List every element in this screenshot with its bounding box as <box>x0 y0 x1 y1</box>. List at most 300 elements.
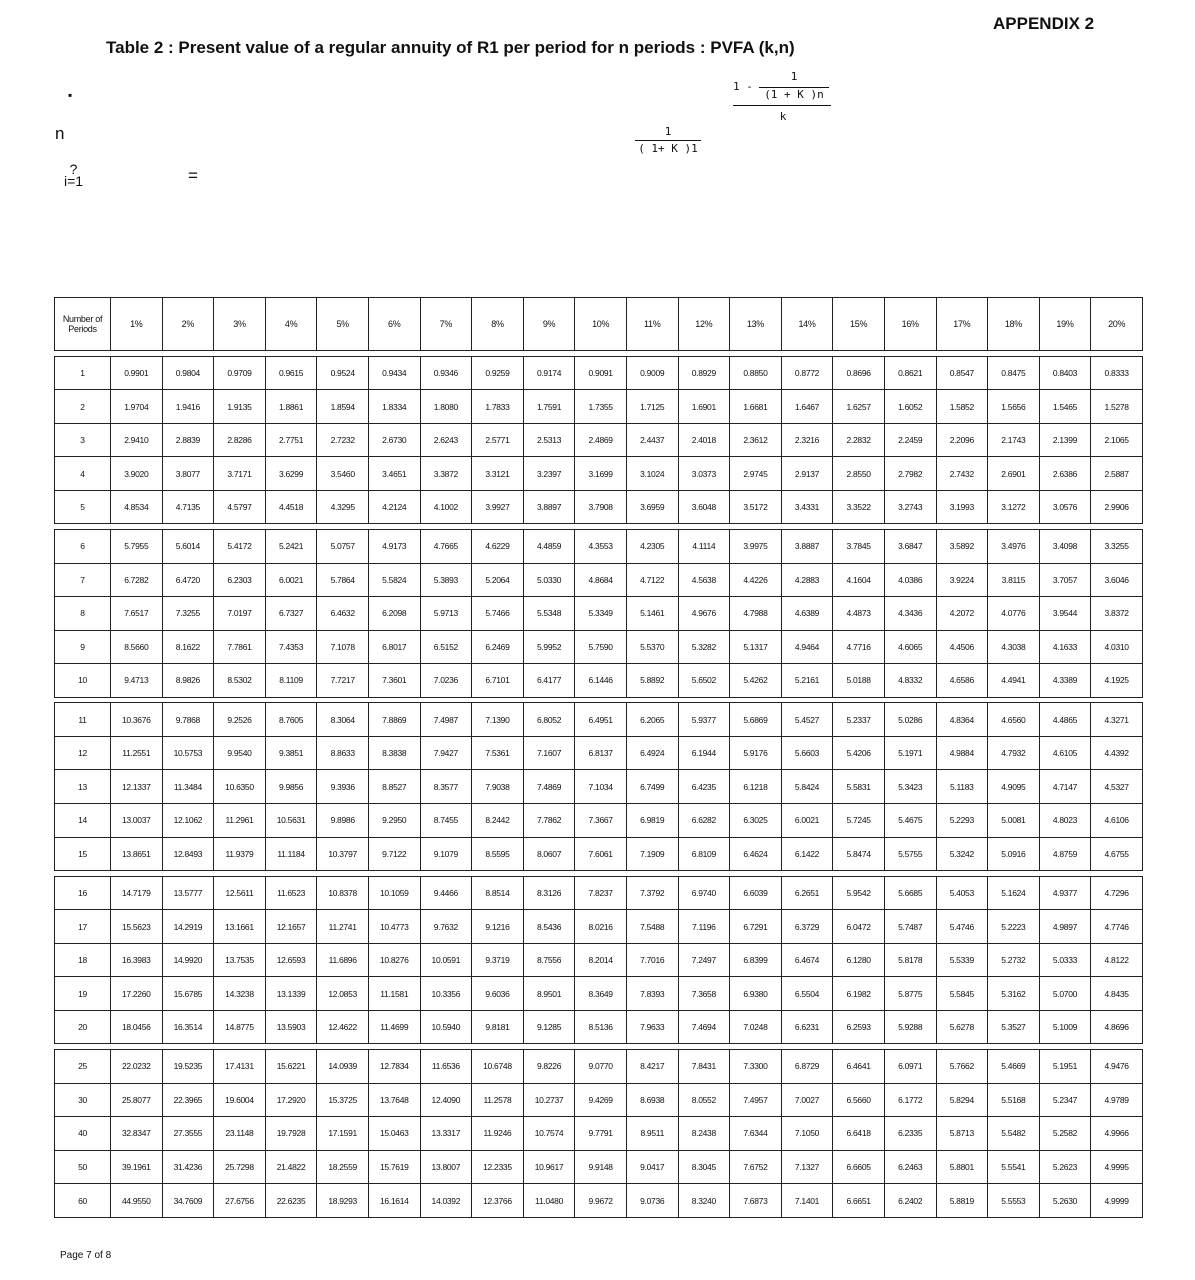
value-cell: 19.5235 <box>162 1050 214 1084</box>
value-cell: 0.8850 <box>730 356 782 390</box>
value-cell: 12.2335 <box>472 1150 524 1184</box>
value-cell: 4.7665 <box>420 530 472 564</box>
value-cell: 1.9135 <box>214 390 266 424</box>
value-cell: 10.6748 <box>472 1050 524 1084</box>
value-cell: 4.8534 <box>111 490 163 524</box>
value-cell: 9.1285 <box>523 1010 575 1044</box>
value-cell: 3.3255 <box>1091 530 1143 564</box>
table-row <box>55 943 1143 977</box>
value-cell: 7.0236 <box>420 664 472 698</box>
value-cell: 4.7147 <box>1039 770 1091 804</box>
value-cell: 6.2402 <box>884 1184 936 1218</box>
header-rate: 15% <box>833 298 885 351</box>
header-rate: 5% <box>317 298 369 351</box>
value-cell: 8.7605 <box>265 703 317 737</box>
value-cell: 6.6231 <box>781 1010 833 1044</box>
header-rate: 13% <box>730 298 782 351</box>
value-cell: 5.6603 <box>781 736 833 770</box>
value-cell: 0.8696 <box>833 356 885 390</box>
value-cell: 12.1062 <box>162 804 214 838</box>
value-cell: 7.9427 <box>420 736 472 770</box>
value-cell: 5.6685 <box>884 876 936 910</box>
value-cell: 9.8226 <box>523 1050 575 1084</box>
value-cell: 6.3025 <box>730 804 782 838</box>
value-cell: 2.8839 <box>162 423 214 457</box>
period-cell: 8 <box>55 597 111 631</box>
value-cell: 10.5753 <box>162 736 214 770</box>
value-cell: 25.8077 <box>111 1083 163 1117</box>
value-cell: 2.8550 <box>833 457 885 491</box>
value-cell: 17.1591 <box>317 1117 369 1151</box>
value-cell: 6.2303 <box>214 563 266 597</box>
value-cell: 22.0232 <box>111 1050 163 1084</box>
value-cell: 4.7122 <box>626 563 678 597</box>
value-cell: 5.4206 <box>833 736 885 770</box>
value-cell: 3.9975 <box>730 530 782 564</box>
value-cell: 5.8819 <box>936 1184 988 1218</box>
value-cell: 8.3649 <box>575 977 627 1011</box>
sum-index: i=1 <box>64 173 84 189</box>
value-cell: 17.2260 <box>111 977 163 1011</box>
period-cell: 4 <box>55 457 111 491</box>
value-cell: 0.8403 <box>1039 356 1091 390</box>
value-cell: 0.8772 <box>781 356 833 390</box>
value-cell: 7.9633 <box>626 1010 678 1044</box>
value-cell: 3.9544 <box>1039 597 1091 631</box>
value-cell: 7.8869 <box>368 703 420 737</box>
value-cell: 6.4674 <box>781 943 833 977</box>
value-cell: 5.1951 <box>1039 1050 1091 1084</box>
value-cell: 13.1339 <box>265 977 317 1011</box>
value-cell: 4.4865 <box>1039 703 1091 737</box>
header-rate: 12% <box>678 298 730 351</box>
table-row <box>55 1150 1143 1184</box>
value-cell: 9.2950 <box>368 804 420 838</box>
table-row <box>55 597 1143 631</box>
value-cell: 16.3514 <box>162 1010 214 1044</box>
value-cell: 2.7982 <box>884 457 936 491</box>
value-cell: 6.5660 <box>833 1083 885 1117</box>
value-cell: 1.7833 <box>472 390 524 424</box>
value-cell: 4.4859 <box>523 530 575 564</box>
value-cell: 2.9137 <box>781 457 833 491</box>
value-cell: 5.3349 <box>575 597 627 631</box>
value-cell: 10.3356 <box>420 977 472 1011</box>
period-cell: 3 <box>55 423 111 457</box>
value-cell: 9.9856 <box>265 770 317 804</box>
value-cell: 25.7298 <box>214 1150 266 1184</box>
value-cell: 5.3527 <box>988 1010 1040 1044</box>
value-cell: 3.3522 <box>833 490 885 524</box>
value-cell: 15.3725 <box>317 1083 369 1117</box>
value-cell: 5.1317 <box>730 630 782 664</box>
value-cell: 5.4053 <box>936 876 988 910</box>
value-cell: 0.9259 <box>472 356 524 390</box>
value-cell: 3.6847 <box>884 530 936 564</box>
value-cell: 13.1661 <box>214 910 266 944</box>
value-cell: 6.8137 <box>575 736 627 770</box>
value-cell: 0.9901 <box>111 356 163 390</box>
value-cell: 4.1604 <box>833 563 885 597</box>
value-cell: 7.0027 <box>781 1083 833 1117</box>
value-cell: 10.3676 <box>111 703 163 737</box>
value-cell: 4.6586 <box>936 664 988 698</box>
value-cell: 3.6048 <box>678 490 730 524</box>
value-cell: 1.8861 <box>265 390 317 424</box>
value-cell: 10.8276 <box>368 943 420 977</box>
value-cell: 9.4466 <box>420 876 472 910</box>
value-cell: 0.9009 <box>626 356 678 390</box>
value-cell: 0.8547 <box>936 356 988 390</box>
table-row <box>55 1184 1143 1218</box>
value-cell: 5.5168 <box>988 1083 1040 1117</box>
period-cell: 18 <box>55 943 111 977</box>
value-cell: 8.3045 <box>678 1150 730 1184</box>
value-cell: 31.4236 <box>162 1150 214 1184</box>
table-row <box>55 356 1143 390</box>
value-cell: 3.7171 <box>214 457 266 491</box>
value-cell: 7.4869 <box>523 770 575 804</box>
value-cell: 6.1280 <box>833 943 885 977</box>
header-rate: 14% <box>781 298 833 351</box>
header-rate: 17% <box>936 298 988 351</box>
value-cell: 4.2124 <box>368 490 420 524</box>
value-cell: 6.1446 <box>575 664 627 698</box>
value-cell: 11.2741 <box>317 910 369 944</box>
table-row <box>55 630 1143 664</box>
value-cell: 1.8080 <box>420 390 472 424</box>
value-cell: 14.0392 <box>420 1184 472 1218</box>
header-rate: 7% <box>420 298 472 351</box>
table-row <box>55 1083 1143 1117</box>
value-cell: 4.1633 <box>1039 630 1091 664</box>
value-cell: 6.0021 <box>781 804 833 838</box>
value-cell: 5.4172 <box>214 530 266 564</box>
value-cell: 4.6105 <box>1039 736 1091 770</box>
value-cell: 9.4713 <box>111 664 163 698</box>
value-cell: 4.9676 <box>678 597 730 631</box>
value-cell: 7.3792 <box>626 876 678 910</box>
value-cell: 12.5611 <box>214 876 266 910</box>
header-rate: 16% <box>884 298 936 351</box>
value-cell: 18.0456 <box>111 1010 163 1044</box>
value-cell: 7.1196 <box>678 910 730 944</box>
value-cell: 5.0333 <box>1039 943 1091 977</box>
value-cell: 6.2469 <box>472 630 524 664</box>
value-cell: 3.4651 <box>368 457 420 491</box>
value-cell: 7.0197 <box>214 597 266 631</box>
question-mark: ? <box>69 161 78 177</box>
value-cell: 4.8364 <box>936 703 988 737</box>
value-cell: 5.5370 <box>626 630 678 664</box>
value-cell: 9.8986 <box>317 804 369 838</box>
value-cell: 34.7609 <box>162 1184 214 1218</box>
value-cell: 5.4527 <box>781 703 833 737</box>
value-cell: 6.4624 <box>730 837 782 871</box>
value-cell: 2.6386 <box>1039 457 1091 491</box>
value-cell: 1.7591 <box>523 390 575 424</box>
value-cell: 4.7296 <box>1091 876 1143 910</box>
value-cell: 9.1079 <box>420 837 472 871</box>
value-cell: 1.6257 <box>833 390 885 424</box>
value-cell: 4.9789 <box>1091 1083 1143 1117</box>
value-cell: 11.9379 <box>214 837 266 871</box>
value-cell: 8.9511 <box>626 1117 678 1151</box>
value-cell: 11.0480 <box>523 1184 575 1218</box>
value-cell: 5.0700 <box>1039 977 1091 1011</box>
period-cell: 19 <box>55 977 111 1011</box>
value-cell: 10.7574 <box>523 1117 575 1151</box>
value-cell: 5.6502 <box>678 664 730 698</box>
table-row <box>55 423 1143 457</box>
value-cell: 6.9380 <box>730 977 782 1011</box>
header-rate: 11% <box>626 298 678 351</box>
value-cell: 6.2098 <box>368 597 420 631</box>
value-cell: 5.5339 <box>936 943 988 977</box>
value-cell: 7.6344 <box>730 1117 782 1151</box>
value-cell: 5.3282 <box>678 630 730 664</box>
value-cell: 4.6389 <box>781 597 833 631</box>
value-cell: 6.8399 <box>730 943 782 977</box>
period-cell: 2 <box>55 390 111 424</box>
period-cell: 40 <box>55 1117 111 1151</box>
value-cell: 3.6046 <box>1091 563 1143 597</box>
value-cell: 7.4957 <box>730 1083 782 1117</box>
value-cell: 1.7355 <box>575 390 627 424</box>
value-cell: 2.4869 <box>575 423 627 457</box>
value-cell: 6.7101 <box>472 664 524 698</box>
value-cell: 0.9524 <box>317 356 369 390</box>
value-cell: 5.8424 <box>781 770 833 804</box>
value-cell: 4.7932 <box>988 736 1040 770</box>
value-cell: 6.6651 <box>833 1184 885 1218</box>
formula-main-line <box>733 105 831 106</box>
value-cell: 0.8333 <box>1091 356 1143 390</box>
value-cell: 5.2064 <box>472 563 524 597</box>
value-cell: 11.4699 <box>368 1010 420 1044</box>
table-row <box>55 390 1143 424</box>
value-cell: 9.9540 <box>214 736 266 770</box>
value-cell: 14.7179 <box>111 876 163 910</box>
value-cell: 5.5824 <box>368 563 420 597</box>
header-rate: 8% <box>472 298 524 351</box>
period-cell: 14 <box>55 804 111 838</box>
value-cell: 13.5903 <box>265 1010 317 1044</box>
value-cell: 5.5541 <box>988 1150 1040 1184</box>
value-cell: 3.2397 <box>523 457 575 491</box>
appendix-label: APPENDIX 2 <box>993 14 1095 33</box>
value-cell: 6.7282 <box>111 563 163 597</box>
value-cell: 4.2305 <box>626 530 678 564</box>
value-cell: 7.4353 <box>265 630 317 664</box>
header-rate: 18% <box>988 298 1040 351</box>
value-cell: 1.9704 <box>111 390 163 424</box>
value-cell: 0.9091 <box>575 356 627 390</box>
value-cell: 6.4235 <box>678 770 730 804</box>
value-cell: 2.9906 <box>1091 490 1143 524</box>
value-cell: 5.6014 <box>162 530 214 564</box>
value-cell: 5.7487 <box>884 910 936 944</box>
value-cell: 4.3038 <box>988 630 1040 664</box>
value-cell: 7.5488 <box>626 910 678 944</box>
value-cell: 6.5504 <box>781 977 833 1011</box>
value-cell: 2.5313 <box>523 423 575 457</box>
value-cell: 2.7751 <box>265 423 317 457</box>
value-cell: 9.2526 <box>214 703 266 737</box>
value-cell: 4.4873 <box>833 597 885 631</box>
value-cell: 11.6896 <box>317 943 369 977</box>
value-cell: 6.1772 <box>884 1083 936 1117</box>
value-cell: 6.2593 <box>833 1010 885 1044</box>
value-cell: 2.5771 <box>472 423 524 457</box>
value-cell: 4.8332 <box>884 664 936 698</box>
value-cell: 3.7845 <box>833 530 885 564</box>
value-cell: 1.6467 <box>781 390 833 424</box>
value-cell: 10.1059 <box>368 876 420 910</box>
value-cell: 4.4226 <box>730 563 782 597</box>
value-cell: 11.1184 <box>265 837 317 871</box>
period-cell: 1 <box>55 356 111 390</box>
value-cell: 7.6752 <box>730 1150 782 1184</box>
value-cell: 8.3064 <box>317 703 369 737</box>
value-cell: 5.7245 <box>833 804 885 838</box>
value-cell: 3.6959 <box>626 490 678 524</box>
value-cell: 5.8801 <box>936 1150 988 1184</box>
value-cell: 3.8887 <box>781 530 833 564</box>
value-cell: 6.3729 <box>781 910 833 944</box>
value-cell: 12.1657 <box>265 910 317 944</box>
value-cell: 9.3719 <box>472 943 524 977</box>
value-cell: 8.2442 <box>472 804 524 838</box>
value-cell: 4.6106 <box>1091 804 1143 838</box>
discount-numerator: 1 <box>664 125 672 138</box>
table-row <box>55 736 1143 770</box>
value-cell: 2.6901 <box>988 457 1040 491</box>
value-cell: 5.2582 <box>1039 1117 1091 1151</box>
value-cell: 15.6785 <box>162 977 214 1011</box>
value-cell: 4.6229 <box>472 530 524 564</box>
value-cell: 1.6052 <box>884 390 936 424</box>
value-cell: 5.1009 <box>1039 1010 1091 1044</box>
value-cell: 7.6517 <box>111 597 163 631</box>
value-cell: 4.5327 <box>1091 770 1143 804</box>
value-cell: 1.9416 <box>162 390 214 424</box>
value-cell: 18.9293 <box>317 1184 369 1218</box>
value-cell: 9.7122 <box>368 837 420 871</box>
value-cell: 5.1461 <box>626 597 678 631</box>
value-cell: 16.1614 <box>368 1184 420 1218</box>
value-cell: 9.9672 <box>575 1184 627 1218</box>
value-cell: 4.1114 <box>678 530 730 564</box>
value-cell: 11.2961 <box>214 804 266 838</box>
value-cell: 5.5845 <box>936 977 988 1011</box>
value-cell: 5.0330 <box>523 563 575 597</box>
value-cell: 3.0576 <box>1039 490 1091 524</box>
value-cell: 3.1993 <box>936 490 988 524</box>
value-cell: 4.3436 <box>884 597 936 631</box>
value-cell: 7.0248 <box>730 1010 782 1044</box>
value-cell: 4.9966 <box>1091 1117 1143 1151</box>
value-cell: 1.5852 <box>936 390 988 424</box>
value-cell: 8.0216 <box>575 910 627 944</box>
value-cell: 22.3965 <box>162 1083 214 1117</box>
table-row <box>55 977 1143 1011</box>
value-cell: 8.7455 <box>420 804 472 838</box>
table-row <box>55 490 1143 524</box>
value-cell: 3.4098 <box>1039 530 1091 564</box>
value-cell: 12.1337 <box>111 770 163 804</box>
value-cell: 6.4177 <box>523 664 575 698</box>
table-row <box>55 1050 1143 1084</box>
value-cell: 2.1743 <box>988 423 1040 457</box>
value-cell: 5.7466 <box>472 597 524 631</box>
value-cell: 5.8775 <box>884 977 936 1011</box>
value-cell: 14.2919 <box>162 910 214 944</box>
value-cell: 4.3389 <box>1039 664 1091 698</box>
value-cell: 6.6282 <box>678 804 730 838</box>
value-cell: 5.2421 <box>265 530 317 564</box>
value-cell: 13.8651 <box>111 837 163 871</box>
value-cell: 6.9819 <box>626 804 678 838</box>
period-cell: 12 <box>55 736 111 770</box>
table-row <box>55 1117 1143 1151</box>
value-cell: 5.1183 <box>936 770 988 804</box>
value-cell: 12.8493 <box>162 837 214 871</box>
period-cell: 30 <box>55 1083 111 1117</box>
value-cell: 9.7632 <box>420 910 472 944</box>
value-cell: 12.4090 <box>420 1083 472 1117</box>
value-cell: 9.7791 <box>575 1117 627 1151</box>
value-cell: 8.3577 <box>420 770 472 804</box>
period-cell: 13 <box>55 770 111 804</box>
period-cell: 50 <box>55 1150 111 1184</box>
value-cell: 6.8109 <box>678 837 730 871</box>
equals-mark: = <box>188 166 198 185</box>
value-cell: 7.5361 <box>472 736 524 770</box>
value-cell: 5.9377 <box>678 703 730 737</box>
value-cell: 5.4262 <box>730 664 782 698</box>
value-cell: 5.2630 <box>1039 1184 1091 1218</box>
value-cell: 1.5656 <box>988 390 1040 424</box>
value-cell: 15.7619 <box>368 1150 420 1184</box>
value-cell: 5.8713 <box>936 1117 988 1151</box>
value-cell: 5.5482 <box>988 1117 1040 1151</box>
value-cell: 4.8696 <box>1091 1010 1143 1044</box>
value-cell: 16.3983 <box>111 943 163 977</box>
value-cell: 3.4331 <box>781 490 833 524</box>
value-cell: 10.2737 <box>523 1083 575 1117</box>
period-cell: 16 <box>55 876 111 910</box>
summation-placeholder <box>64 163 83 187</box>
table-header-row <box>55 298 1143 351</box>
value-cell: 7.7862 <box>523 804 575 838</box>
value-cell: 8.5660 <box>111 630 163 664</box>
value-cell: 6.1422 <box>781 837 833 871</box>
value-cell: 13.0037 <box>111 804 163 838</box>
table-row <box>55 703 1143 737</box>
value-cell: 2.1065 <box>1091 423 1143 457</box>
value-cell: 5.2161 <box>781 664 833 698</box>
value-cell: 6.4641 <box>833 1050 885 1084</box>
value-cell: 9.6036 <box>472 977 524 1011</box>
value-cell: 8.8527 <box>368 770 420 804</box>
value-cell: 2.1399 <box>1039 423 1091 457</box>
value-cell: 5.0757 <box>317 530 369 564</box>
value-cell: 7.1034 <box>575 770 627 804</box>
value-cell: 3.2743 <box>884 490 936 524</box>
value-cell: 4.9476 <box>1091 1050 1143 1084</box>
value-cell: 39.1961 <box>111 1150 163 1184</box>
